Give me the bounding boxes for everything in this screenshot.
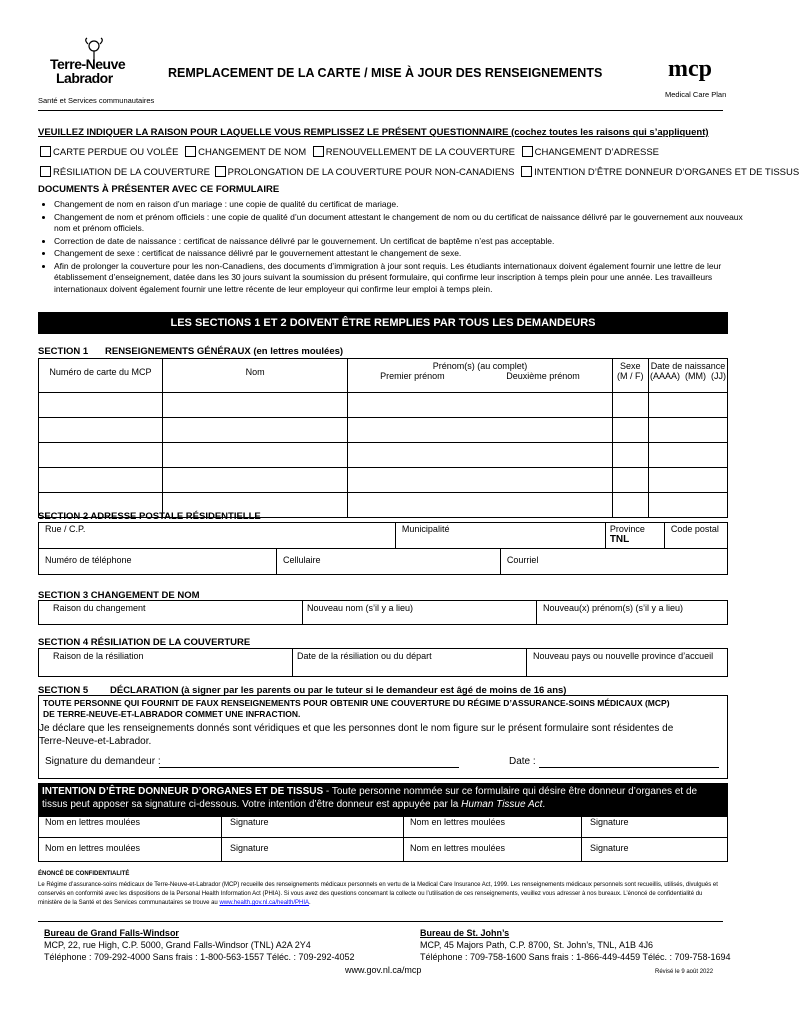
gf-office-phone: Téléphone : 709-292-4000 Sans frais : 1-800-563-1557 Téléc. : 709-292-4052 xyxy=(44,952,355,962)
donor-signature-label: Signature xyxy=(590,843,629,853)
donor-name-3[interactable] xyxy=(39,838,222,862)
municipality-label: Municipalité xyxy=(401,524,450,534)
change-reason-label: Raison du changement xyxy=(53,603,146,613)
section1-title: RENSEIGNEMENTS GÉNÉRAUX (en lettres moulées) xyxy=(105,346,344,357)
new-name-label: Nouveau nom (s’il y a lieu) xyxy=(307,603,414,613)
header-given-names xyxy=(348,359,612,393)
label-name-change: CHANGEMENT DE NOM xyxy=(198,147,307,158)
checkbox-address-change[interactable] xyxy=(522,146,533,157)
date-line[interactable] xyxy=(539,767,719,768)
table-row[interactable] xyxy=(39,393,728,418)
postal-code-field[interactable] xyxy=(664,523,727,549)
list-item: • Changement de sexe : certificat de naissance délivré par le gouvernement attestant le changement de sexe. xyxy=(54,248,744,260)
documents-heading: DOCUMENTS À PRÉSENTER AVEC CE FORMULAIRE xyxy=(38,184,280,195)
section3-title: SECTION 3 CHANGEMENT DE NOM xyxy=(38,590,200,601)
list-item: • Changement de nom et prénom officiels : une copie de qualité d’un document attestant le changement de nom ou du certificat de naissance délivré par le gouvernement aux nouveaux nom et prénom officiels. xyxy=(54,212,744,235)
section4-table xyxy=(38,648,728,677)
header-birth-date xyxy=(649,359,728,393)
sections-banner xyxy=(38,312,728,334)
label-organ-donor: INTENTION D’ÊTRE DONNEUR D’ORGANES ET DE TISSUS xyxy=(534,167,799,178)
checkbox-extension[interactable] xyxy=(215,166,226,177)
postal-code-label: Code postal xyxy=(670,524,719,534)
header-first-name: Premier prénom xyxy=(380,371,445,381)
header-second-name: Deuxième prénom xyxy=(506,371,580,381)
donor-name-2[interactable] xyxy=(404,814,582,838)
donor-signature-label: Signature xyxy=(230,817,269,827)
confidentiality-end: . xyxy=(309,900,311,906)
new-given-names-label: Nouveau(x) prénom(s) (s’il y a lieu) xyxy=(543,603,684,613)
label-extension: PROLONGATION DE LA COUVERTURE POUR NON-CANADIENS xyxy=(227,167,515,178)
donor-signature-1[interactable] xyxy=(222,814,404,838)
nl-logo xyxy=(50,38,135,88)
phone-label: Numéro de téléphone xyxy=(45,555,132,565)
donor-signature-3[interactable] xyxy=(222,838,404,862)
header-birth-date-sub: (AAAA) (MM) (JJ) xyxy=(650,371,726,381)
province-field xyxy=(605,523,664,549)
header-sex xyxy=(612,359,648,393)
section5-label: SECTION 5 xyxy=(38,685,89,696)
declaration-box xyxy=(38,695,728,779)
reasons-heading: VEUILLEZ INDIQUER LA RAISON POUR LAQUELLE VOUS REMPLISSEZ LE PRÉSENT QUESTIONNAIRE (cochez toutes les raisons qui s’appliquent) xyxy=(38,127,709,138)
header-divider xyxy=(38,110,723,111)
cancel-date-field[interactable] xyxy=(293,649,527,677)
logo-text-1: Terre-Neuve xyxy=(50,56,126,72)
header-sex-title: Sexe xyxy=(620,361,641,371)
donor-name-label: Nom en lettres moulées xyxy=(45,843,141,853)
new-country-field[interactable] xyxy=(527,649,728,677)
applicant-signature-line[interactable] xyxy=(159,767,459,768)
donor-signature-4[interactable] xyxy=(582,838,728,862)
banner-text: LES SECTIONS 1 ET 2 DOIVENT ÊTRE REMPLIES PAR TOUS LES DEMANDEURS xyxy=(170,317,596,329)
cell-label: Cellulaire xyxy=(283,555,321,565)
province-value: TNL xyxy=(609,534,630,545)
street-field[interactable] xyxy=(39,523,396,549)
label-renewal: RENOUVELLEMENT DE LA COUVERTURE xyxy=(325,147,515,158)
header-mcp-number: Numéro de carte du MCP xyxy=(39,359,163,393)
header-birth-date-title: Date de naissance xyxy=(650,361,726,371)
footer-divider xyxy=(38,921,723,922)
label-lost-card: CARTE PERDUE OU VOLÉE xyxy=(53,147,179,158)
table-row[interactable] xyxy=(39,443,728,468)
header-sex-sub: (M / F) xyxy=(617,371,644,381)
new-country-label: Nouveau pays ou nouvelle province d’accueil xyxy=(533,651,714,661)
header-given-names-sub xyxy=(349,371,610,381)
list-item: • Correction de date de naissance : certificat de naissance délivré par le gouvernement. Un certificat de baptême n’est pas acceptable. xyxy=(54,236,744,248)
section1-table xyxy=(38,358,728,518)
list-item: • Afin de prolonger la couverture pour les non-Canadiens, des documents d’immigration à jour sont requis. Les étudiants internationaux doivent également fournir une lettre de leur établissement d’enseignement, datée dans les 30 jours suivant la soumission du présent formulaire, qui confirme leur inscription à temps plein pour une année. Les travailleurs internationaux doivent également fournir une lettre récente de leur employeur qui confirme leur emploi à temps plein. xyxy=(54,261,744,296)
phia-link[interactable]: www.health.gov.nl.ca/health/PHIA xyxy=(219,900,310,906)
cancel-reason-label: Raison de la résiliation xyxy=(53,651,144,661)
table-row xyxy=(39,814,728,838)
phone-field[interactable] xyxy=(39,549,277,575)
email-field[interactable] xyxy=(500,549,727,575)
revised-date: Révisé le 9 août 2022 xyxy=(655,969,714,975)
confidentiality-body: Le Régime d’assurance-soins médicaux de Terre-Neuve-et-Labrador (MCP) recueille des renseignements médicaux personnels en vertu de la Medical Care Insurance Act, 1999. Les renseignements médicaux personnels sont recueillis, utilisés, divulgués et conservés en conformité avec les dispositions de la Personal Health Information Act (PHIA). Si vous avez des questions concernant la collecte ou l’utilisation de ces renseignements, veuillez vous adresser à nos bureaux. L’énoncé de confidentialité du ministère de la Santé et des Services communautaires se trouve au xyxy=(38,882,718,906)
label-address-change: CHANGEMENT D’ADRESSE xyxy=(534,147,659,158)
cell-field[interactable] xyxy=(277,549,501,575)
confidentiality-heading: ÉNONCÉ DE CONFIDENTIALITÉ xyxy=(38,871,130,877)
section2-table xyxy=(38,522,728,575)
table-row[interactable] xyxy=(39,468,728,493)
gf-office-address: MCP, 22, rue High, C.P. 5000, Grand Falls-Windsor (TNL) A2A 2Y4 xyxy=(44,940,311,950)
new-name-field[interactable] xyxy=(303,601,537,625)
checkbox-cancellation[interactable] xyxy=(40,166,51,177)
mcp-subtitle: Medical Care Plan xyxy=(665,90,727,99)
province-label: Province xyxy=(609,524,645,534)
sj-office-title: Bureau de St. John’s xyxy=(420,928,510,938)
list-item: • Changement de nom en raison d’un mariage : une copie de qualité du certificat de mariage. xyxy=(54,199,744,211)
donor-table xyxy=(38,813,728,862)
organ-donor-title: INTENTION D’ÊTRE DONNEUR D’ORGANES ET DE TISSUS xyxy=(42,786,324,797)
checkbox-lost-card[interactable] xyxy=(40,146,51,157)
table-row[interactable] xyxy=(39,418,728,443)
street-label: Rue / C.P. xyxy=(45,524,86,534)
section4-title: SECTION 4 RÉSILIATION DE LA COUVERTURE xyxy=(38,637,251,648)
mcp-logo: mcp xyxy=(668,56,712,82)
section5-title: DÉCLARATION (à signer par les parents ou par le tuteur si le demandeur est âgé de moins de 16 ans) xyxy=(110,685,567,696)
sj-office-address: MCP, 45 Majors Path, C.P. 8700, St. John’s, TNL, A1B 4J6 xyxy=(420,940,653,950)
donor-signature-label: Signature xyxy=(590,817,629,827)
section1-label: SECTION 1 xyxy=(38,346,89,357)
declaration-text: Je déclare que les renseignements donnés sont véridiques et que les personnes dont le nom figure sur le présent formulaire sont résidentes de Terre-Neuve-et-Labrador. xyxy=(39,723,674,747)
cancel-date-label: Date de la résiliation ou du départ xyxy=(297,651,432,661)
reasons-row-1 xyxy=(40,146,659,158)
date-label: Date : xyxy=(509,756,536,767)
change-reason-field[interactable] xyxy=(39,601,303,625)
documents-list xyxy=(38,199,744,296)
organ-donor-text-2: . xyxy=(542,799,546,810)
section3-table xyxy=(38,600,728,625)
logo-text-2: Labrador xyxy=(56,70,113,86)
header-given-names-title: Prénom(s) (au complet) xyxy=(432,361,528,371)
table-header-row xyxy=(39,359,728,393)
donor-signature-label: Signature xyxy=(230,843,269,853)
organ-donor-banner xyxy=(38,783,728,817)
section2-title: SECTION 2 ADRESSE POSTALE RÉSIDENTIELLE xyxy=(38,511,261,522)
department-name: Santé et Services communautaires xyxy=(38,96,155,105)
form-title: REMPLACEMENT DE LA CARTE / MISE À JOUR DES RENSEIGNEMENTS xyxy=(168,66,603,80)
table-row xyxy=(39,838,728,862)
email-label: Courriel xyxy=(506,555,539,565)
donor-signature-2[interactable] xyxy=(582,814,728,838)
checkbox-organ-donor[interactable] xyxy=(521,166,532,177)
organ-donor-act: Human Tissue Act xyxy=(461,799,543,810)
confidentiality-text xyxy=(38,881,728,908)
organ-donor-text-1: - Toute personne nommée sur ce formulaire qui désire être donneur d’organes et de tissus peut apposer sa signature ci-dessous. Votre intention d’être donneur est appuyée par la xyxy=(42,786,698,810)
donor-name-1[interactable] xyxy=(39,814,222,838)
header-name: Nom xyxy=(162,359,347,393)
new-given-names-field[interactable] xyxy=(537,601,728,625)
false-info-warning: TOUTE PERSONNE QUI FOURNIT DE FAUX RENSEIGNEMENTS POUR OBTENIR UNE COUVERTURE DU RÉGIME D’ASSURANCE-SOINS MÉDICAUX (MCP) DE TERRE-NEUVE-ET-LABRADOR COMMET UNE INFRACTION. xyxy=(43,698,670,719)
reasons-row-2 xyxy=(40,166,799,178)
gf-office-title: Bureau de Grand Falls-Windsor xyxy=(44,928,179,938)
checkbox-name-change[interactable] xyxy=(185,146,196,157)
applicant-signature-label: Signature du demandeur : xyxy=(45,756,161,767)
donor-name-label: Nom en lettres moulées xyxy=(410,817,506,827)
donor-name-label: Nom en lettres moulées xyxy=(45,817,141,827)
sj-office-phone: Téléphone : 709-758-1600 Sans frais : 1-866-449-4459 Téléc. : 709-758-1694 xyxy=(420,952,731,962)
label-cancellation: RÉSILIATION DE LA COUVERTURE xyxy=(53,167,210,178)
donor-name-label: Nom en lettres moulées xyxy=(410,843,506,853)
website-link[interactable]: www.gov.nl.ca/mcp xyxy=(345,965,422,975)
donor-name-4[interactable] xyxy=(404,838,582,862)
cancel-reason-field[interactable] xyxy=(39,649,293,677)
checkbox-renewal[interactable] xyxy=(313,146,324,157)
municipality-field[interactable] xyxy=(395,523,605,549)
